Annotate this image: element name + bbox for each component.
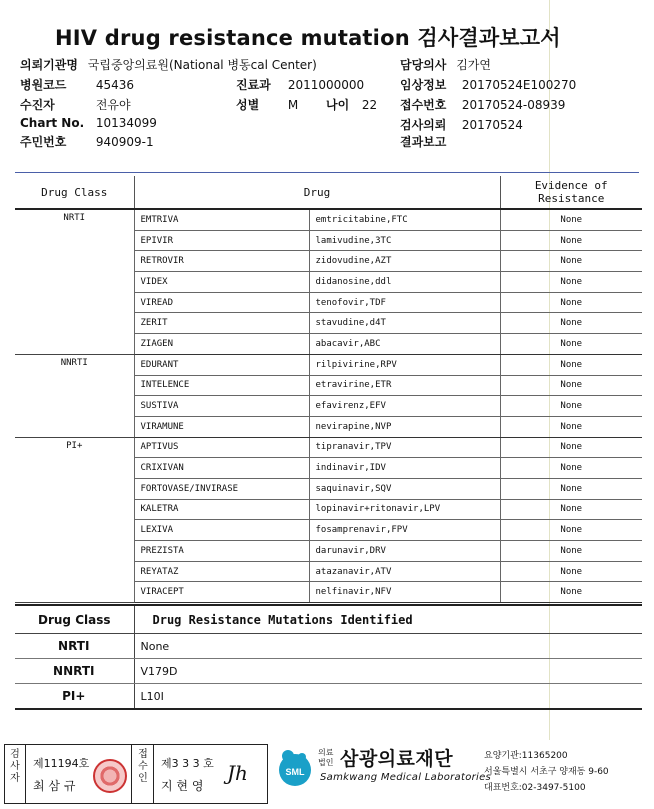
- generic-name-cell: atazanavir,ATV: [309, 561, 500, 582]
- institution-row: [20, 56, 317, 73]
- hospital-code-row: [20, 76, 134, 93]
- evidence-cell: None: [500, 458, 642, 479]
- org-name: 삼광의료재단: [340, 748, 454, 770]
- drug-table-body: [15, 209, 642, 603]
- generic-name-cell: etravirine,ETR: [309, 375, 500, 396]
- sml-logo-icon: [275, 748, 315, 788]
- evidence-cell: None: [500, 251, 642, 272]
- generic-name-cell: abacavir,ABC: [309, 334, 500, 355]
- evidence-header: Evidence of Resistance: [500, 176, 642, 209]
- brand-name-cell: VIRAMUNE: [134, 416, 309, 437]
- evidence-cell: None: [500, 375, 642, 396]
- evidence-cell: None: [500, 334, 642, 355]
- sex-value: M: [287, 98, 299, 112]
- drug-class-cell: NNRTI: [15, 354, 134, 437]
- clinical-info-row: [400, 76, 576, 93]
- brand-name-cell: VIREAD: [134, 292, 309, 313]
- clinical-info-label: 임상정보: [400, 78, 447, 92]
- brand-name-cell: INTELENCE: [134, 375, 309, 396]
- doctor-row: [400, 56, 491, 73]
- doctor-value: 김가연: [456, 58, 491, 72]
- generic-name-cell: saquinavir,SQV: [309, 478, 500, 499]
- brand-name-cell: EMTRIVA: [134, 209, 309, 230]
- evidence-cell: None: [500, 541, 642, 562]
- brand-name-cell: SUSTIVA: [134, 396, 309, 417]
- generic-name-cell: nevirapine,NVP: [309, 416, 500, 437]
- id-row: [20, 133, 154, 150]
- request-row: [400, 116, 523, 133]
- chart-row: [20, 116, 157, 130]
- brand-name-cell: ZIAGEN: [134, 334, 309, 355]
- evidence-cell: None: [500, 499, 642, 520]
- header-divider: [15, 172, 639, 173]
- reviewer-license: 제11194호: [33, 757, 90, 770]
- request-label: 검사의뢰: [400, 118, 447, 132]
- chart-value: 10134099: [95, 116, 157, 130]
- brand-name-cell: VIDEX: [134, 272, 309, 293]
- drug-row: [15, 437, 642, 458]
- evidence-cell: None: [500, 520, 642, 541]
- mutation-table: [15, 604, 642, 710]
- brand-name-cell: LEXIVA: [134, 520, 309, 541]
- org-address: 서울특별시 서초구 양재동 9-60: [484, 767, 609, 777]
- mutation-class-cell: PI+: [15, 684, 134, 710]
- care-code: 요양기관:11365200: [484, 751, 568, 761]
- brand-name-cell: APTIVUS: [134, 437, 309, 458]
- evidence-cell: None: [500, 209, 642, 230]
- evidence-cell: None: [500, 582, 642, 603]
- approver-role: 접수인: [138, 749, 148, 784]
- mutation-class-cell: NRTI: [15, 634, 134, 659]
- brand-name-cell: REYATAZ: [134, 561, 309, 582]
- drug-row: [15, 209, 642, 230]
- generic-name-cell: darunavir,DRV: [309, 541, 500, 562]
- brand-name-cell: EDURANT: [134, 354, 309, 375]
- receipt-value: 20170524-08939: [461, 98, 566, 112]
- generic-name-cell: zidovudine,AZT: [309, 251, 500, 272]
- generic-name-cell: didanosine,ddl: [309, 272, 500, 293]
- org-phone: 대표번호:02-3497-5100: [484, 783, 586, 793]
- generic-name-cell: fosamprenavir,FPV: [309, 520, 500, 541]
- logo-text: SML: [285, 767, 305, 777]
- drug-resistance-table: [15, 176, 642, 603]
- report-title: HIV drug resistance mutation 검사결과보고서: [55, 26, 561, 50]
- signbox-divider: [131, 745, 132, 803]
- patient-label: 수진자: [20, 98, 55, 112]
- patient-row: [20, 96, 131, 113]
- hospital-code-label: 병원코드: [20, 78, 67, 92]
- approver-license: 제3 3 3 호: [161, 757, 214, 770]
- id-label: 주민번호: [20, 135, 67, 149]
- chart-label: Chart No.: [20, 116, 85, 130]
- evidence-cell: None: [500, 230, 642, 251]
- approver-name: 지 현 영: [161, 779, 204, 793]
- sex-row: [236, 96, 298, 113]
- institution-label: 의뢰기관명: [20, 58, 78, 72]
- report-footer: [0, 740, 654, 809]
- generic-name-cell: stavudine,d4T: [309, 313, 500, 334]
- evidence-cell: None: [500, 478, 642, 499]
- reviewer-role-cell: [5, 745, 26, 803]
- patient-value: 전유야: [95, 98, 131, 112]
- mutation-row: [15, 634, 642, 659]
- receipt-label: 접수번호: [400, 98, 447, 112]
- generic-name-cell: nelfinavir,NFV: [309, 582, 500, 603]
- generic-name-cell: efavirenz,EFV: [309, 396, 500, 417]
- evidence-cell: None: [500, 561, 642, 582]
- brand-name-cell: ZERIT: [134, 313, 309, 334]
- org-prefix: 의료법인: [318, 748, 334, 767]
- evidence-cell: None: [500, 437, 642, 458]
- brand-name-cell: FORTOVASE/INVIRASE: [134, 478, 309, 499]
- approver-role-cell: [133, 745, 154, 803]
- reviewer-name: 최 삼 규: [33, 779, 76, 793]
- evidence-cell: None: [500, 416, 642, 437]
- generic-name-cell: lopinavir+ritonavir,LPV: [309, 499, 500, 520]
- reviewer-role: 검사자: [10, 749, 20, 784]
- generic-name-cell: emtricitabine,FTC: [309, 209, 500, 230]
- mutation-table-header: [15, 605, 642, 634]
- dept-label: 진료과: [236, 78, 271, 92]
- drug-class-header: Drug Class: [15, 176, 134, 209]
- sex-label: 성별: [236, 98, 260, 112]
- age-row: [326, 96, 377, 113]
- result-label: 결과보고: [400, 135, 447, 149]
- request-value: 20170524: [461, 118, 523, 132]
- age-value: 22: [361, 98, 378, 112]
- drug-row: [15, 354, 642, 375]
- result-row: [400, 133, 462, 150]
- brand-name-cell: KALETRA: [134, 499, 309, 520]
- brand-name-cell: CRIXIVAN: [134, 458, 309, 479]
- reviewer-seal-icon: [93, 759, 127, 793]
- mutation-row: [15, 659, 642, 684]
- drug-header: Drug: [134, 176, 500, 209]
- receipt-row: [400, 96, 565, 113]
- approver-signature: Jh: [227, 761, 248, 785]
- hospital-code-value: 45436: [95, 78, 135, 92]
- drug-class-cell: NRTI: [15, 209, 134, 354]
- evidence-cell: None: [500, 272, 642, 293]
- institution-value: 국립중앙의료원(National 병동cal Center): [87, 58, 317, 72]
- signature-box: [4, 744, 268, 804]
- drug-table-header: [15, 176, 642, 209]
- mutation-header: Drug Resistance Mutations Identified: [134, 605, 642, 634]
- dept-value: 2011000000: [287, 78, 365, 92]
- evidence-cell: None: [500, 292, 642, 313]
- evidence-cell: None: [500, 396, 642, 417]
- doctor-label: 담당의사: [400, 58, 447, 72]
- mutation-class-cell: NNRTI: [15, 659, 134, 684]
- generic-name-cell: indinavir,IDV: [309, 458, 500, 479]
- evidence-cell: None: [500, 354, 642, 375]
- mutation-value-cell: V179D: [134, 659, 642, 684]
- generic-name-cell: tipranavir,TPV: [309, 437, 500, 458]
- mutation-class-header: Drug Class: [15, 605, 134, 634]
- brand-name-cell: EPIVIR: [134, 230, 309, 251]
- generic-name-cell: rilpivirine,RPV: [309, 354, 500, 375]
- brand-name-cell: PREZISTA: [134, 541, 309, 562]
- age-label: 나이: [326, 98, 350, 112]
- mutation-row: [15, 684, 642, 710]
- mutation-value-cell: L10I: [140, 689, 164, 703]
- generic-name-cell: lamivudine,3TC: [309, 230, 500, 251]
- dept-row: [236, 76, 364, 93]
- brand-name-cell: VIRACEPT: [134, 582, 309, 603]
- evidence-cell: None: [500, 313, 642, 334]
- id-value: 940909-1: [95, 135, 154, 149]
- org-english: Samkwang Medical Laboratories: [320, 772, 492, 783]
- clinical-info-value: 20170524E100270: [461, 78, 577, 92]
- brand-name-cell: RETROVIR: [134, 251, 309, 272]
- mutation-value-cell: None: [134, 634, 642, 659]
- drug-class-cell: PI+: [15, 437, 134, 603]
- mutation-table-body: [15, 634, 642, 710]
- generic-name-cell: tenofovir,TDF: [309, 292, 500, 313]
